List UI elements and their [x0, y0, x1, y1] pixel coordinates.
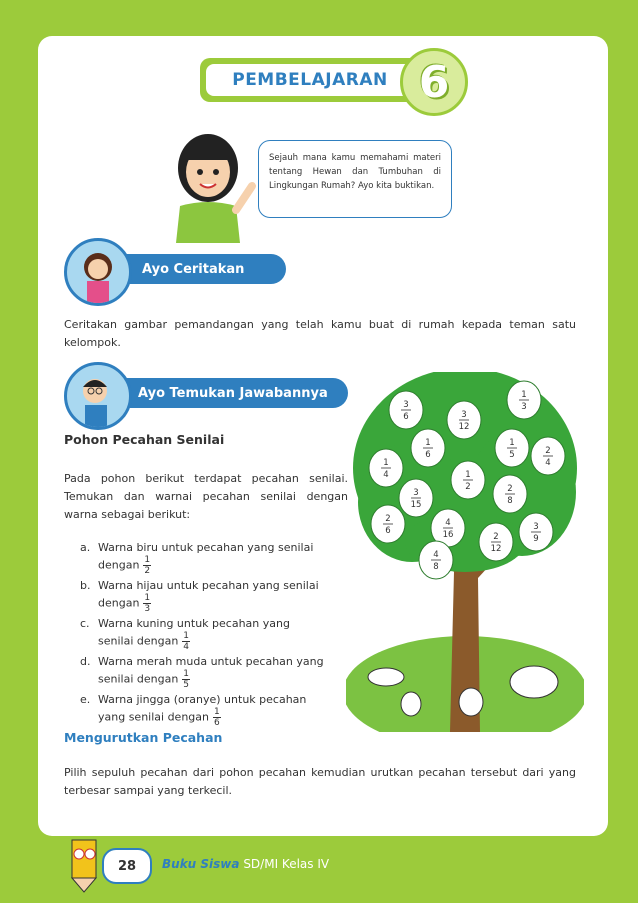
avatar-girl-icon	[64, 238, 132, 306]
list-item: e. Warna jingga (oranye) untuk pecahan yang senilai dengan $\frac{1}{6}$	[80, 693, 307, 728]
tree-leaf-fraction	[507, 381, 541, 419]
fraction-denominator: 6	[403, 412, 409, 422]
fraction-denominator: 12	[490, 544, 502, 554]
fraction-numerator: 3	[461, 410, 467, 420]
fraction-numerator: 1	[425, 438, 431, 448]
fraction-denominator: 8	[433, 562, 439, 572]
fraction-denominator: 16	[442, 530, 454, 540]
tree-leaf-fraction	[495, 429, 529, 467]
tree-leaf-fraction	[389, 391, 423, 429]
fraction-denominator: 5	[509, 450, 515, 460]
tree-leaf-fraction	[369, 449, 403, 487]
list-item: a. Warna biru untuk pecahan yang senilai dengan $\frac{1}{2}$	[80, 541, 314, 576]
tree-leaf-fraction	[419, 541, 453, 579]
section-ayo-ceritakan-label: Ayo Ceritakan	[142, 261, 245, 277]
tree-leaf-fraction	[531, 437, 565, 475]
fraction-denominator: 3	[521, 402, 527, 412]
fraction-denominator: 6	[425, 450, 431, 460]
fraction-numerator: 1	[465, 470, 471, 480]
tree-leaf-fraction	[479, 523, 513, 561]
page-number: 28	[102, 848, 152, 884]
speech-text: Sejauh mana kamu memahami materi tentang Hewan dan Tumbuhan di Lingkungan Rumah? Ayo kita buktikan.	[269, 153, 441, 191]
fraction-numerator: 2	[493, 532, 499, 542]
tree-leaf-fraction	[447, 401, 481, 439]
fraction-numerator: 2	[385, 514, 391, 524]
fraction-denominator: 4	[383, 470, 389, 480]
avatar-boy-icon	[64, 362, 132, 430]
section1-paragraph: Ceritakan gambar pemandangan yang telah kamu buat di rumah kepada teman satu kelompok.	[64, 318, 576, 349]
pohon-heading: Pohon Pecahan Senilai	[64, 432, 225, 447]
fraction-numerator: 3	[413, 488, 419, 498]
fraction-denominator: 12	[458, 422, 470, 432]
section-ayo-temukan	[100, 378, 348, 408]
speech-bubble	[258, 140, 452, 218]
tree-leaf-fraction	[399, 479, 433, 517]
fraction-numerator: 4	[445, 518, 451, 528]
tree-leaf-fraction	[493, 475, 527, 513]
lesson-number: 6	[400, 48, 468, 116]
tree-leaf-fraction	[451, 461, 485, 499]
footer-grade: SD/MI Kelas IV	[243, 857, 330, 871]
footer-book: Buku Siswa	[162, 857, 240, 871]
mengurutkan-heading: Mengurutkan Pecahan	[64, 730, 223, 745]
list-item: b. Warna hijau untuk pecahan yang senilai dengan $\frac{1}{3}$	[80, 579, 319, 614]
fraction-denominator: 15	[410, 500, 422, 510]
fraction-numerator: 2	[545, 446, 551, 456]
fraction-tree-svg	[346, 372, 584, 732]
fraction-denominator: 4	[545, 458, 551, 468]
fraction-numerator: 1	[509, 438, 515, 448]
section-ayo-temukan-label: Ayo Temukan Jawabannya	[138, 385, 328, 401]
fraction-denominator: 8	[507, 496, 513, 506]
fraction-numerator: 1	[521, 390, 527, 400]
pohon-intro: Pada pohon berikut terdapat pecahan senilai. Temukan dan warnai pecahan senilai dengan warna sebagai berikut:	[64, 472, 348, 521]
fraction-denominator: 9	[533, 534, 539, 544]
fraction-numerator: 2	[507, 484, 513, 494]
lesson-banner	[200, 58, 420, 102]
fraction-tree	[346, 372, 584, 732]
mengurutkan-paragraph: Pilih sepuluh pecahan dari pohon pecahan kemudian urutkan pecahan tersebut dari yang terbesar sampai yang terkecil.	[64, 766, 576, 797]
fraction-numerator: 1	[383, 458, 389, 468]
pencil-mascot-icon	[60, 836, 106, 894]
tree-leaf-fraction	[519, 513, 553, 551]
fraction-denominator: 2	[465, 482, 471, 492]
fraction-numerator: 3	[533, 522, 539, 532]
fraction-numerator: 3	[403, 400, 409, 410]
lesson-title: PEMBELAJARAN	[232, 70, 388, 90]
list-item: d. Warna merah muda untuk pecahan yang senilai dengan $\frac{1}{5}$	[80, 655, 324, 690]
fraction-numerator: 4	[433, 550, 439, 560]
fraction-denominator: 6	[385, 526, 391, 536]
list-item: c. Warna kuning untuk pecahan yang senilai dengan $\frac{1}{4}$	[80, 617, 290, 652]
girl-illustration	[160, 128, 260, 243]
footer-text	[162, 857, 329, 871]
instruction-list	[80, 540, 350, 730]
tree-leaf-fraction	[411, 429, 445, 467]
tree-leaf-fraction	[371, 505, 405, 543]
